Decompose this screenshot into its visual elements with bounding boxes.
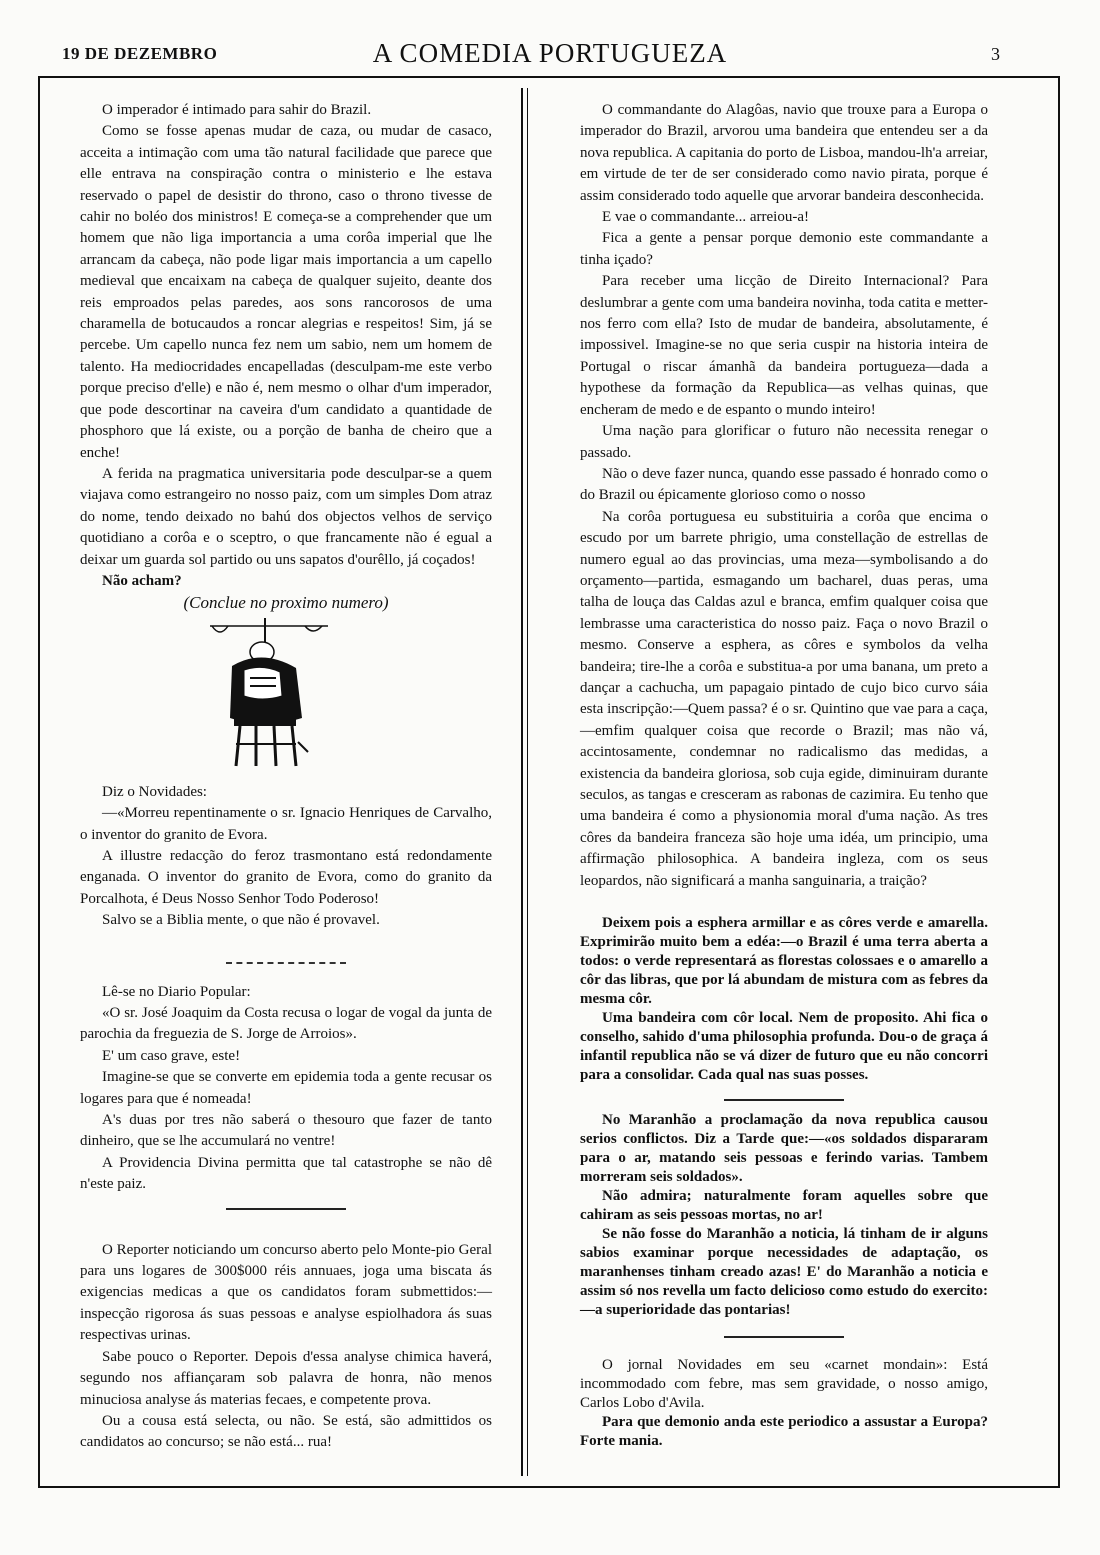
article-paragraph: A ferida na pragmatica universitaria pode desculpar-se a quem viajava como estrangeiro no nosso paiz, com um simples Dom atraz do nome, tendo deixado no bahú dos objectos velhos de serviço quotidiano a corôa e o sceptro, o que francamente não é egual a deixar um guarda sol partido ou uns sapatos d'ourêllo, já coçados! <box>80 465 492 568</box>
article-paragraph: Não o deve fazer nunca, quando esse passado é honrado como o do Brazil ou épicamente glorioso como o nosso <box>580 465 988 504</box>
article-paragraph: No Maranhão a proclamação da nova republica causou serios conflictos. Diz a Tarde que:—«os soldados dispararam para o ar, matando seis pessoas e ferindo varias. Tambem morreram seis soldados». <box>580 1112 988 1186</box>
section-separator <box>724 1099 844 1101</box>
page-number: 3 <box>991 44 1000 64</box>
article-paragraph: E' um caso grave, este! <box>102 1047 241 1064</box>
frame-bottom <box>38 1486 1060 1488</box>
right-column <box>580 100 988 1451</box>
article-paragraph: Sabe pouco o Reporter. Depois d'essa analyse chimica haverá, segundo nos affiançaram sob palavra de honra, não menos minuciosa analyse ás materias fecaes, e competente prova. <box>80 1348 492 1408</box>
section-separator <box>226 962 346 966</box>
article-paragraph: Não acham? <box>102 572 182 589</box>
seated-figure-illustration <box>210 618 340 768</box>
column-divider-inner <box>527 88 528 1476</box>
continued-note: (Conclue no proximo numero) <box>183 593 389 613</box>
article-paragraph: —«Morreu repentinamente o sr. Ignacio Henriques de Carvalho, o inventor do granito de Evora. <box>80 805 492 843</box>
section-separator <box>724 1336 844 1338</box>
article-paragraph: Não admira; naturalmente foram aquelles sobre que cahiram as seis pessoas mortas, no ar! <box>580 1188 988 1224</box>
article-paragraph: O imperador é intimado para sahir do Brazil. <box>102 102 372 118</box>
flag-article <box>580 914 988 1451</box>
article-paragraph: Uma bandeira com côr local. Nem de proposito. Ahi fica o conselho, sahido d'uma philosophia profunda. Dou-o de graça á infantil republica não se vá dizer de futuro que eu não concorri para a consolidar. Cada qual nas suas posses. <box>580 1010 988 1084</box>
article-paragraph: Salvo se a Biblia mente, o que não é provavel. <box>102 912 380 929</box>
article-paragraph: A Providencia Divina permitta que tal catastrophe se não dê n'este paiz. <box>80 1154 492 1193</box>
article-paragraph: O commandante do Alagôas, navio que trouxe para a Europa o imperador do Brazil, arvorou uma bandeira que entendeu ser a da nova republica. A capitania do porto de Lisboa, mandou-lh'a arreiar, em virtude de ter de ser considerado como navio pirata, porque é assim considerado todo aquelle que arvorar bandeira desconhecida. <box>580 102 988 204</box>
article-paragraph: E vae o commandante... arreiou-a! <box>602 209 809 226</box>
issue-date: 19 DE DEZEMBRO <box>62 44 218 63</box>
article-paragraph: Uma nação para glorificar o futuro não necessita renegar o passado. <box>580 423 988 461</box>
article-paragraph: A's duas por tres não saberá o thesouro que fazer de tanto dinheiro, que se lhe accumulará no ventre! <box>80 1112 492 1150</box>
article-paragraph: A illustre redacção do feroz trasmontano está redondamente enganada. O inventor do granito de Evora, como do granito da Porcalhota, é Deus Nosso Senhor Todo Poderoso! <box>80 847 492 907</box>
masthead-title: A COMEDIA PORTUGUEZA <box>372 38 728 68</box>
article-paragraph: Ou a cousa está selecta, ou não. Se está, são admittidos os candidatos ao concurso; se não está... rua! <box>80 1412 492 1451</box>
article-paragraph: «O sr. José Joaquim da Costa recusa o logar de vogal da junta de parochia da freguezia de S. Jorge de Arroios». <box>80 1005 492 1043</box>
article-paragraph: Se não fosse do Maranhão a noticia, lá tinham de ir alguns sabios examinar porque necessidades de adaptação, os maranhenses tinham creado azas! E' do Maranhão a noticia e assim só nos revella um facto delicioso como estudo do exercito:—a superioridade das pontarias! <box>580 1226 988 1319</box>
frame-left <box>38 76 40 1488</box>
article-paragraph: Como se fosse apenas mudar de caza, ou mudar de casaco, acceita a intimação com uma tão natural facilidade que parece que elle entrava na conspiração contra o ministerio e lhe estava reservado o papel de desistir do throno, caso o throno tivesse de cahir no boléo dos ministros! E começa-se a comprehender que um homem que não liga importancia a uma corôa imperial que lhe arrancam da cabeça, não pode ligar mais importancia a um capello medieval que encaixam na cabeça de qualquer sujeito, deante dos reis emproados pelas paredes, aos sons rancorosos de uma charamella de botucaudos a roncar alegrias e respeitos! Sim, já se percebe. Um capello nunca fez nem um sabio, nem um homem de talento. Ha mediocridades encapelladas (desculpam-me este verbo porque preciso d'elle) e não é, nem mesmo o olhar d'um imperador, que pode descortinar na caveira d'um candidato a quantidade de phosphoro que lá existe, ou a porção de banha de cheiro que a enche! <box>80 123 492 461</box>
article-paragraph: Para receber uma licção de Direito Internacional? Para deslumbrar a gente com uma bandeira novinha, toda catita e metter-nos ferro com ella? Isto de mudar de bandeira, absolutamente, é impossivel. Imagine-se no que seria cuspir na historia inteira de Portugal o riscar ámanhã da bandeira portugueza—dada a hypothese da formação da Republica—as velhas quinas, que encheram de medo e de espanto o mundo inteiro! <box>580 273 988 418</box>
article-paragraph: Na corôa portuguesa eu substituiria a corôa que encima o escudo por um barrete phrigio, uma constellação de estrellas de numero egual ao das provincias, uma meza—symbolisando a do orçamento—partida, esmagando um bacharel, duas peras, uma talha de louça das Caldas azul e branca, emfim qualquer coisa que lembrasse uma caracteristica do nosso paiz. Faça o novo Brazil o mesmo. Conserve a esphera, as côres e symbolos da velha bandeira; tire-lhe a corôa e substitua-a por uma banana, um preto a dançar a cachucha, um papagaio pintado de cujo bico curvo sáia esta inscripção:—Quem passa? é o sr. Quintino que vae para a caça,—emfim qualquer coisa que recorde o Brazil; mas não vá, accintosamente, condemnar no radicalismo das medidas, a existencia da bandeira gloriosa, sob cuja egide, diminuiram durante seculos, as tangas e cresceram as rabonas de cazimira. Eu tenho que uma bandeira é como a physionomia moral d'uma nação. As tres côres da bandeira franceza são hoje uma idéa, um principio, uma affirmação philosophica. A bandeira ingleza, com os seus leopardos, não significará a manha sanguinaria, a traição? <box>580 508 988 889</box>
article-paragraph: Fica a gente a pensar porque demonio este commandante a tinha içado? <box>580 230 988 268</box>
left-column <box>80 100 492 1454</box>
header-rule <box>38 76 1060 78</box>
article-paragraph: Deixem pois a esphera armillar e as côres verde e amarella. Exprimirão muito bem a edéa:—o Brazil é uma terra aberta a todos: o verde representará as florestas colossaes e o amarello a côr das libras, que por lá abundam de mistura com as febres da mesma côr. <box>580 915 988 1008</box>
article-paragraph: Imagine-se que se converte em epidemia toda a gente recusar os logares para que é nomeada! <box>80 1069 492 1107</box>
frame-right <box>1058 76 1060 1488</box>
section-separator <box>226 1208 346 1210</box>
article-paragraph: Lê-se no Diario Popular: <box>102 983 251 1000</box>
column-divider <box>521 88 523 1476</box>
article-paragraph: O Reporter noticiando um concurso aberto pelo Monte-pio Geral para uns logares de 300$000 réis annuaes, joga uma biscata ás exigencias medicas a que os candidatos foram submettidos:—inspecção rigorosa ás suas pessoas e analyse espiolhadora ás suas respectivas urinas. <box>80 1241 492 1344</box>
article-paragraph: O jornal Novidades em seu «carnet mondain»: Está incommodado com febre, mas sem gravidade, o nosso amigo, Carlos Lobo d'Avila. <box>580 1357 988 1412</box>
article-paragraph: Diz o Novidades: <box>102 783 207 800</box>
article-paragraph: Para que demonio anda este periodico a assustar a Europa? Forte mania. <box>580 1414 988 1450</box>
